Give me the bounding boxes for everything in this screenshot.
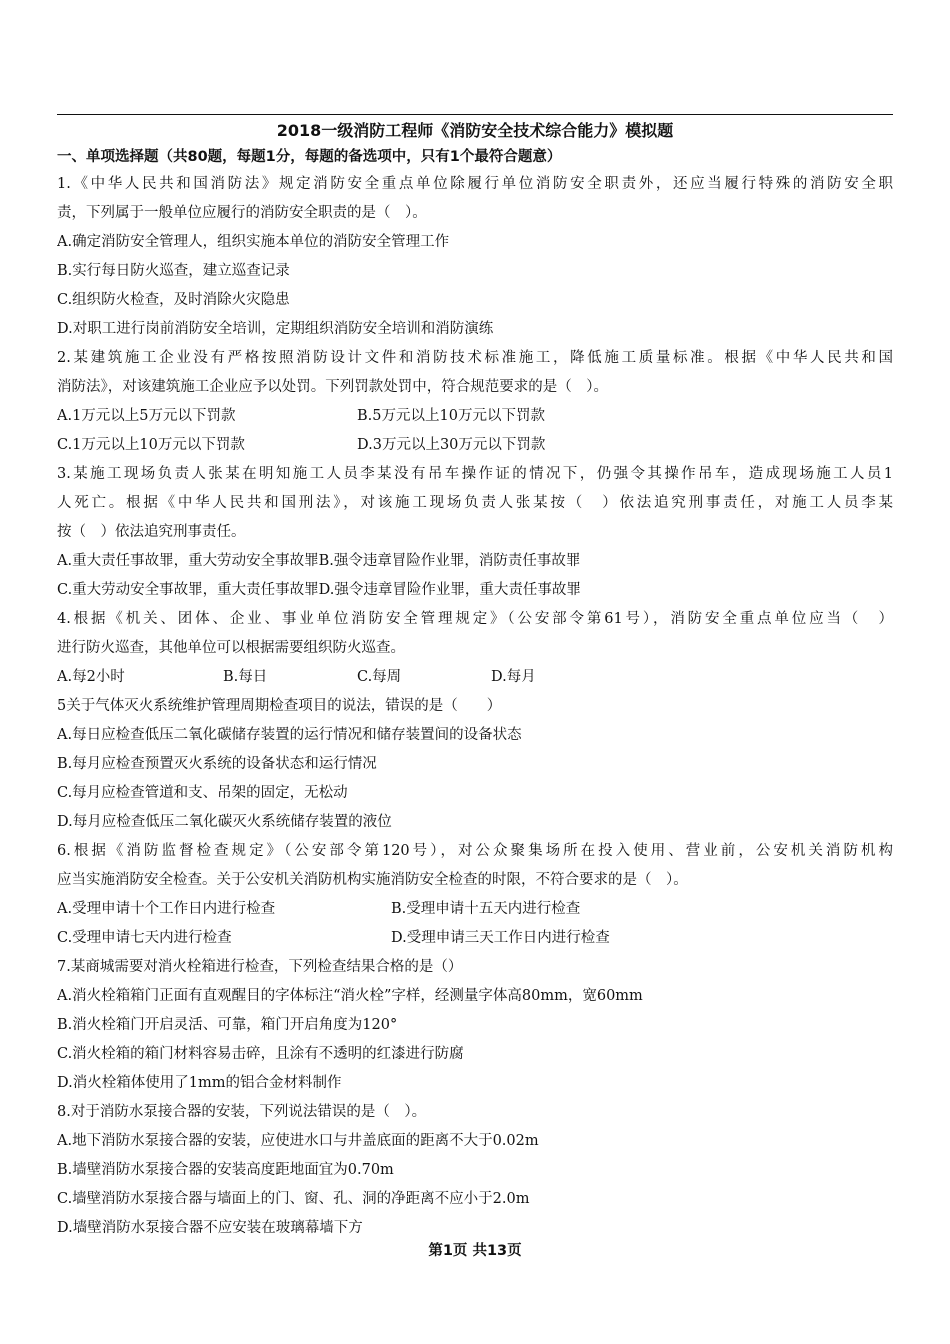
question-7-option-c: C.消火栓箱的箱门材料容易击碎，且涂有不透明的红漆进行防腐 <box>57 1046 464 1062</box>
question-3-text-cont: 人死亡。根据《中华人民共和国刑法》，对该施工现场负责人张某按（ ）依法追究刑事责任，对施工人员李某 <box>57 495 893 511</box>
question-4-text: 4.根据《机关、团体、企业、事业单位消防安全管理规定》（公安部令第61号），消防安全重点单位应当（ ） <box>57 611 893 627</box>
question-4-text-cont: 进行防火巡查，其他单位可以根据需要组织防火巡查。 <box>57 640 405 656</box>
question-8-option-a: A.地下消防水泵接合器的安装，应使进水口与井盖底面的距离不大于0.02m <box>57 1133 539 1149</box>
question-6-text: 6.根据《消防监督检查规定》（公安部令第120号），对公众聚集场所在投入使用、营业前，公安机关消防机构 <box>57 843 893 859</box>
question-6-option-d: D.受理申请三天工作日内进行检查 <box>391 930 610 946</box>
question-4-option-a: A.每2小时 <box>57 669 125 685</box>
question-4-option-c: C.每周 <box>357 669 402 685</box>
question-2-option-d: D.3万元以上30万元以下罚款 <box>357 437 546 453</box>
question-2-option-b: B.5万元以上10万元以下罚款 <box>357 408 545 424</box>
question-5-option-a: A.每日应检查低压二氧化碳储存装置的运行情况和储存装置间的设备状态 <box>57 727 522 743</box>
question-3-options-ab: A.重大责任事故罪，重大劳动安全事故罪B.强令违章冒险作业罪，消防责任事故罪 <box>57 553 581 569</box>
question-2-option-c: C.1万元以上10万元以下罚款 <box>57 437 245 453</box>
question-6-option-c: C.受理申请七天内进行检查 <box>57 930 232 946</box>
question-8-option-d: D.墙壁消防水泵接合器不应安装在玻璃幕墙下方 <box>57 1220 363 1236</box>
question-6-options-row-1 <box>57 895 893 924</box>
question-7-option-d: D.消火栓箱体使用了1mm的铝合金材料制作 <box>57 1075 342 1091</box>
page-title: 2018一级消防工程师《消防安全技术综合能力》模拟题 <box>276 121 674 140</box>
question-6-text-cont: 应当实施消防安全检查。关于公安机关消防机构实施消防安全检查的时限，不符合要求的是（ ）。 <box>57 872 688 888</box>
question-1-text: 1.《中华人民共和国消防法》规定消防安全重点单位除履行单位消防安全职责外，还应当履行特殊的消防安全职 <box>57 176 893 192</box>
question-6-options-row-2 <box>57 924 893 953</box>
question-2-text: 2.某建筑施工企业没有严格按照消防设计文件和消防技术标准施工，降低施工质量标准。根据《中华人民共和国 <box>57 350 893 366</box>
section-heading: 一、单项选择题（共80题，每题1分，每题的备选项中，只有1个最符合题意） <box>57 149 562 165</box>
question-2-options-row-1 <box>57 402 893 431</box>
question-3-text: 3.某施工现场负责人张某在明知施工人员李某没有吊车操作证的情况下，仍强令其操作吊车，造成现场施工人员1 <box>57 466 893 482</box>
question-7-option-b: B.消火栓箱门开启灵活、可靠，箱门开启角度为120° <box>57 1017 398 1033</box>
question-1-text-cont: 责，下列属于一般单位应履行的消防安全职责的是（ ）。 <box>57 205 427 221</box>
question-list <box>57 170 893 1243</box>
question-5-text: 5关于气体灭火系统维护管理周期检查项目的说法，错误的是（ ） <box>57 698 502 714</box>
question-2-option-a: A.1万元以上5万元以下罚款 <box>57 408 236 424</box>
page-number: 第1页 共13页 <box>428 1243 522 1259</box>
question-1-option-b: B.实行每日防火巡查，建立巡查记录 <box>57 263 290 279</box>
question-3-options-cd: C.重大劳动安全事故罪，重大责任事故罪D.强令违章冒险作业罪，重大责任事故罪 <box>57 582 581 598</box>
question-1-option-d: D.对职工进行岗前消防安全培训，定期组织消防安全培训和消防演练 <box>57 321 494 337</box>
question-2-options-row-2 <box>57 431 893 460</box>
question-6-option-a: A.受理申请十个工作日内进行检查 <box>57 901 276 917</box>
header-rule <box>57 114 893 115</box>
question-7-text: 7.某商城需要对消火栓箱进行检查，下列检查结果合格的是（） <box>57 959 463 975</box>
question-8-option-b: B.墙壁消防水泵接合器的安装高度距地面宜为0.70m <box>57 1162 394 1178</box>
question-8-option-c: C.墙壁消防水泵接合器与墙面上的门、窗、孔、洞的净距离不应小于2.0m <box>57 1191 530 1207</box>
question-7-option-a: A.消火栓箱箱门正面有直观醒目的字体标注“消火栓”字样，经测量字体高80mm，宽60mm <box>57 988 643 1004</box>
question-4-option-d: D.每月 <box>491 669 536 685</box>
question-3-text-end: 按（ ）依法追究刑事责任。 <box>57 524 246 540</box>
question-8-text: 8.对于消防水泵接合器的安装，下列说法错误的是（ ）。 <box>57 1104 427 1120</box>
question-5-option-c: C.每月应检查管道和支、吊架的固定，无松动 <box>57 785 348 801</box>
question-4-options-row <box>57 663 893 692</box>
question-5-option-b: B.每月应检查预置灭火系统的设备状态和运行情况 <box>57 756 377 772</box>
question-2-text-cont: 消防法》，对该建筑施工企业应予以处罚。下列罚款处罚中，符合规范要求的是（ ）。 <box>57 379 608 395</box>
question-4-option-b: B.每日 <box>223 669 268 685</box>
question-1-option-a: A.确定消防安全管理人，组织实施本单位的消防安全管理工作 <box>57 234 450 250</box>
question-5-option-d: D.每月应检查低压二氧化碳灭火系统储存装置的液位 <box>57 814 392 830</box>
question-1-option-c: C.组织防火检查，及时消除火灾隐患 <box>57 292 290 308</box>
question-6-option-b: B.受理申请十五天内进行检查 <box>391 901 581 917</box>
